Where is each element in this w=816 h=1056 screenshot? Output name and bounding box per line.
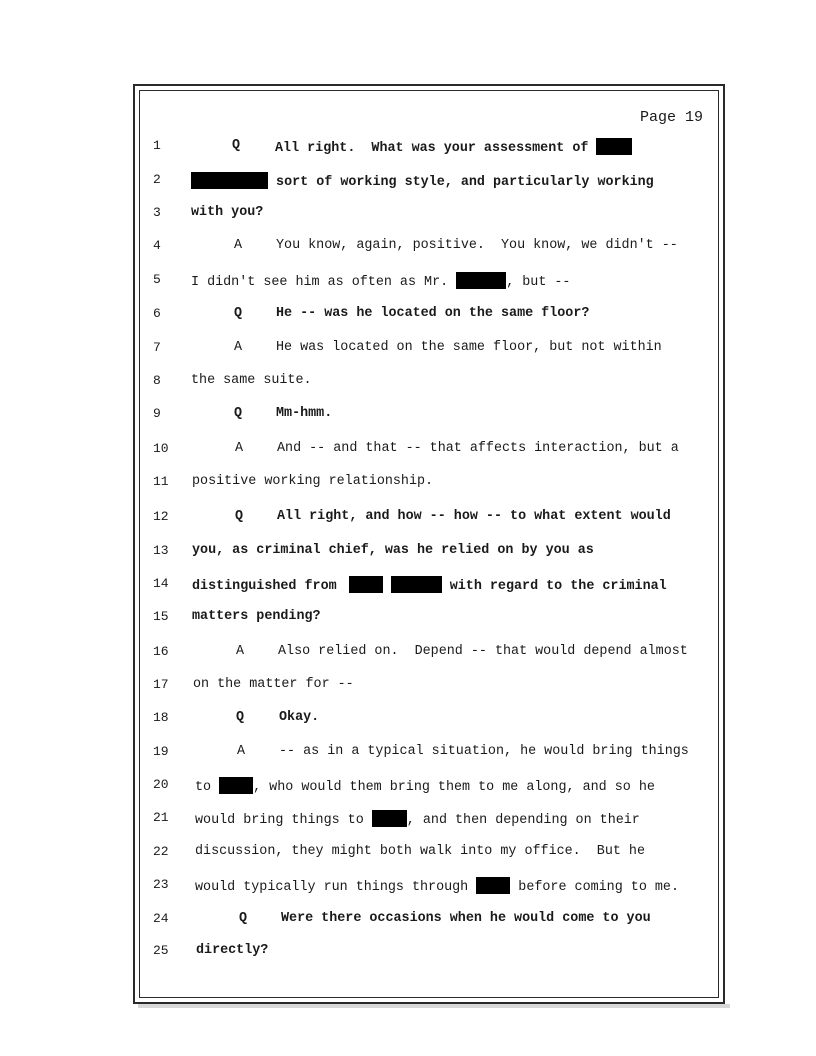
line-number: 22 xyxy=(153,844,169,859)
transcript-line xyxy=(0,677,816,697)
line-number: 5 xyxy=(153,272,161,287)
transcript-line xyxy=(0,205,816,225)
line-number: 1 xyxy=(153,138,161,153)
line-text: you, as criminal chief, was he relied on by you as xyxy=(192,543,594,558)
line-text: Mm-hmm. xyxy=(276,406,333,421)
line-text: on the matter for -- xyxy=(193,677,354,692)
transcript-line xyxy=(0,509,816,529)
line-number: 10 xyxy=(153,441,169,456)
transcript-line xyxy=(0,744,816,764)
redaction-box xyxy=(476,877,510,894)
transcript-line xyxy=(0,609,816,629)
text-segment: would bring things to xyxy=(195,813,372,828)
line-text xyxy=(195,777,655,795)
text-segment: sort of working style, and particularly working xyxy=(268,175,654,190)
line-number: 4 xyxy=(153,238,161,253)
text-segment: I didn't see him as often as Mr. xyxy=(191,275,457,290)
line-text: You know, again, positive. You know, we didn't -- xyxy=(276,238,678,253)
transcript-line xyxy=(0,576,816,596)
text-segment: would typically run things through xyxy=(195,880,477,895)
speaker-tag-q: Q xyxy=(239,911,248,926)
transcript-line xyxy=(0,306,816,326)
line-text: discussion, they might both walk into my office. But he xyxy=(195,844,645,859)
transcript-line xyxy=(0,238,816,258)
transcript-line xyxy=(0,943,816,963)
speaker-tag-a: A xyxy=(237,744,246,759)
page-frame-shadow xyxy=(138,1004,730,1008)
speaker-tag-a: A xyxy=(234,340,243,355)
line-text: the same suite. xyxy=(191,373,312,388)
line-number: 20 xyxy=(153,777,169,792)
line-text: Were there occasions when he would come to you xyxy=(281,911,651,926)
redaction-box xyxy=(349,576,383,593)
line-number: 14 xyxy=(153,576,169,591)
text-segment: , but -- xyxy=(506,275,571,290)
transcript-line xyxy=(0,877,816,897)
line-text: positive working relationship. xyxy=(192,474,434,489)
line-text: He was located on the same floor, but not within xyxy=(276,340,662,355)
line-number: 19 xyxy=(153,744,169,759)
line-text: directly? xyxy=(196,943,269,958)
speaker-tag-q: Q xyxy=(234,306,243,321)
text-segment: distinguished from xyxy=(192,579,345,594)
transcript-line xyxy=(0,441,816,461)
line-number: 8 xyxy=(153,373,161,388)
line-number: 13 xyxy=(153,543,169,558)
text-segment: All right. What was your assessment of xyxy=(275,141,597,156)
text-segment: with regard to the criminal xyxy=(441,579,667,594)
transcript-line xyxy=(0,340,816,360)
line-number: 17 xyxy=(153,677,169,692)
line-text: Also relied on. Depend -- that would depend almost xyxy=(278,644,688,659)
line-number: 24 xyxy=(153,911,169,926)
line-text: with you? xyxy=(191,205,264,220)
line-text: He -- was he located on the same floor? xyxy=(276,306,590,321)
transcript-line xyxy=(0,710,816,730)
line-text: matters pending? xyxy=(192,609,321,624)
page-number: Page 19 xyxy=(640,109,704,126)
speaker-tag-q: Q xyxy=(235,509,244,524)
text-segment: , who would them bring them to me along, and so he xyxy=(253,780,655,795)
text-segment: before coming to me. xyxy=(510,880,679,895)
line-number: 16 xyxy=(153,644,169,659)
transcript-line xyxy=(0,777,816,797)
speaker-tag-q: Q xyxy=(232,138,241,153)
line-text xyxy=(195,810,640,828)
line-number: 7 xyxy=(153,340,161,355)
line-number: 15 xyxy=(153,609,169,624)
line-number: 23 xyxy=(153,877,169,892)
transcript-line xyxy=(0,543,816,563)
redaction-box xyxy=(391,576,442,593)
speaker-tag-a: A xyxy=(236,644,245,659)
line-text: Okay. xyxy=(279,710,320,725)
redaction-box xyxy=(596,138,632,155)
line-text xyxy=(191,172,654,190)
transcript-line xyxy=(0,272,816,292)
transcript-line xyxy=(0,172,816,192)
line-number: 25 xyxy=(153,943,169,958)
line-number: 6 xyxy=(153,306,161,321)
transcript-line xyxy=(0,406,816,426)
redaction-box xyxy=(456,272,506,289)
transcript-line xyxy=(0,644,816,664)
line-text: And -- and that -- that affects interaction, but a xyxy=(277,441,679,456)
line-number: 2 xyxy=(153,172,161,187)
line-number: 12 xyxy=(153,509,169,524)
line-text xyxy=(191,272,570,290)
speaker-tag-q: Q xyxy=(236,710,245,725)
text-segment: , and then depending on their xyxy=(406,813,640,828)
transcript-line xyxy=(0,474,816,494)
line-number: 9 xyxy=(153,406,161,421)
transcript-line xyxy=(0,810,816,830)
line-text xyxy=(195,877,679,895)
redaction-box xyxy=(191,172,268,189)
line-text xyxy=(275,138,632,156)
speaker-tag-q: Q xyxy=(234,406,243,421)
redaction-box xyxy=(372,810,407,827)
transcript-line xyxy=(0,844,816,864)
line-text xyxy=(192,576,667,594)
line-number: 11 xyxy=(153,474,169,489)
line-text: All right, and how -- how -- to what extent would xyxy=(277,509,671,524)
transcript-line xyxy=(0,138,816,158)
line-number: 21 xyxy=(153,810,169,825)
transcript-line xyxy=(0,911,816,931)
line-number: 3 xyxy=(153,205,161,220)
transcript-line xyxy=(0,373,816,393)
speaker-tag-a: A xyxy=(234,238,243,253)
speaker-tag-a: A xyxy=(235,441,244,456)
text-segment: to xyxy=(195,780,220,795)
line-number: 18 xyxy=(153,710,169,725)
redaction-box xyxy=(219,777,253,794)
line-text: -- as in a typical situation, he would bring things xyxy=(279,744,689,759)
